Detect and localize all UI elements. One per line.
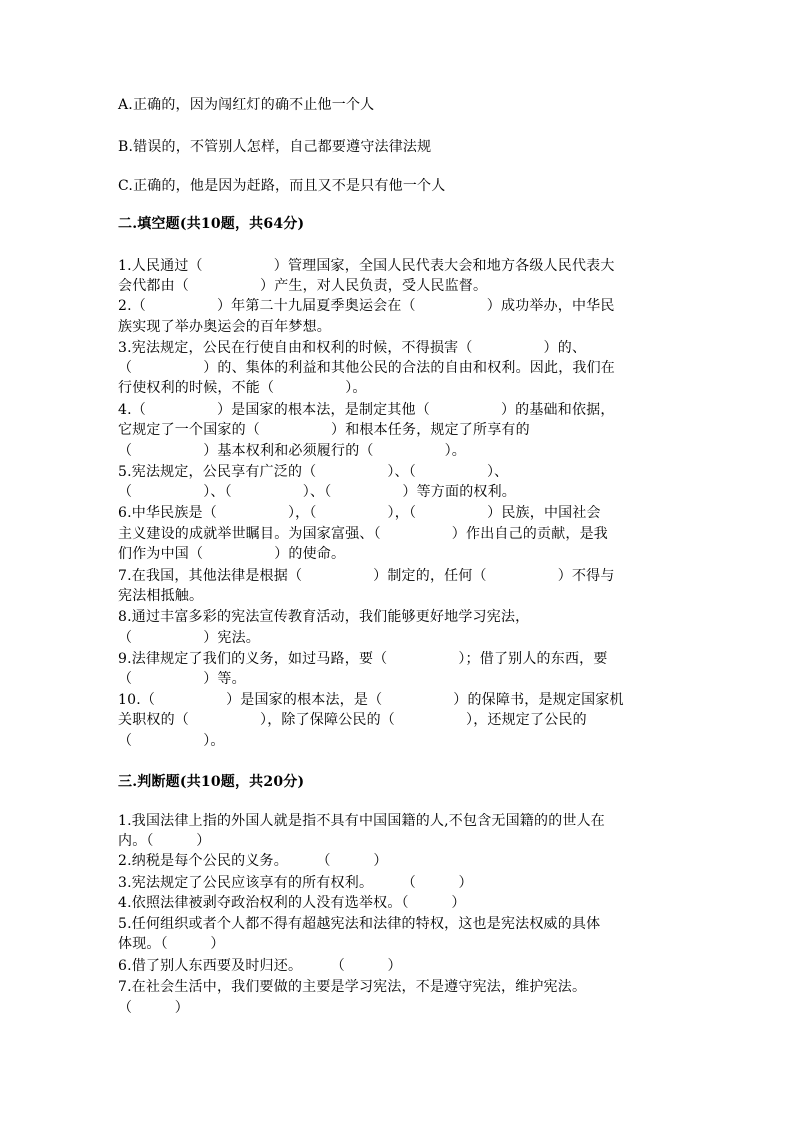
judge-line: 2.纳税是每个公民的义务。 （ ）: [118, 853, 388, 869]
judge-line: 3.宪法规定了公民应该享有的所有权利。 （ ）: [118, 875, 473, 891]
fill-line: 主义建设的成就举世瞩目。为国家富强、（ ）作出自己的贡献，是我: [118, 526, 608, 542]
judge-line: 内。（ ）: [118, 833, 211, 849]
fill-line: （ ）宪法。: [118, 630, 260, 646]
fill-line: 关职权的（ ），除了保障公民的（ ），还规定了公民的: [118, 712, 587, 728]
section-title-true-false: 三.判断题(共10题，共20分): [118, 774, 305, 790]
fill-line: 7.在我国，其他法律是根据（ ）制定的，任何（ ）不得与: [118, 568, 615, 584]
fill-line: 9.法律规定了我们的义务，如过马路，要（ ）；借了别人的东西，要: [118, 651, 608, 667]
fill-line: 4.（ ）是国家的根本法，是制定其他（ ）的基础和依据，: [118, 402, 615, 418]
fill-line: 们作为中国（ ）的使命。: [118, 546, 346, 562]
fill-line: 行使权利的时候，不能（ ）。: [118, 380, 367, 396]
judge-line: 5.任何组织或者个人都不得有超越宪法和法律的特权，这也是宪法权威的具体: [118, 916, 601, 932]
fill-line: 2.（ ）年第二十九届夏季奥运会在（ ）成功举办，中华民: [118, 298, 615, 314]
fill-line: 宪法相抵触。: [118, 588, 204, 604]
option-a: A.正确的，因为闯红灯的确不止他一个人: [118, 97, 375, 113]
fill-line: 3.宪法规定，公民在行使自由和权利的时候，不得损害（ ）的、: [118, 340, 587, 356]
option-b: B.错误的，不管别人怎样，自己都要遵守法律法规: [118, 139, 432, 155]
fill-line: 族实现了举办奥运会的百年梦想。: [118, 319, 331, 335]
section-title-fill-in: 二.填空题(共10题，共64分): [118, 216, 305, 232]
judge-line: 6.借了别人东西要及时归还。 （ ）: [118, 958, 402, 974]
fill-line: 8.通过丰富多彩的宪法宣传教育活动，我们能够更好地学习宪法，: [118, 609, 530, 625]
fill-line: 10.（ ）是国家的根本法，是（ ）的保障书，是规定国家机: [118, 692, 624, 708]
judge-line: 体现。（ ）: [118, 936, 225, 952]
fill-line: （ ）的、集体的利益和其他公民的合法的自由和权利。因此，我们在: [118, 360, 615, 376]
fill-line: 6.中华民族是（ ），（ ），（ ）民族，中国社会: [118, 505, 601, 521]
fill-line: （ ）基本权利和必须履行的（ ）。: [118, 443, 466, 459]
fill-line: （ ）、（ ）、（ ）等方面的权利。: [118, 484, 516, 500]
option-c: C.正确的，他是因为赶路，而且又不是只有他一个人: [118, 178, 446, 194]
judge-line: 4.依照法律被剥夺政治权利的人没有选举权。（ ）: [118, 895, 466, 911]
fill-line: 5.宪法规定，公民享有广泛的（ ）、（ ）、: [118, 464, 509, 480]
fill-line: 会代都由（ ）产生，对人民负责，受人民监督。: [118, 278, 488, 294]
fill-line: （ ）等。: [118, 671, 246, 687]
judge-line: （ ）: [118, 1000, 189, 1016]
fill-line: 1.人民通过（ ）管理国家，全国人民代表大会和地方各级人民代表大: [118, 258, 615, 274]
fill-line: （ ）。: [118, 733, 225, 749]
fill-line: 它规定了一个国家的（ ）和根本任务，规定了所享有的: [118, 422, 530, 438]
judge-line: 7.在社会生活中，我们要做的主要是学习宪法，不是遵守宪法，维护宪法。: [118, 979, 587, 995]
judge-line: 1.我国法律上指的外国人就是指不具有中国国籍的人,不包含无国籍的的世人在: [118, 813, 606, 829]
